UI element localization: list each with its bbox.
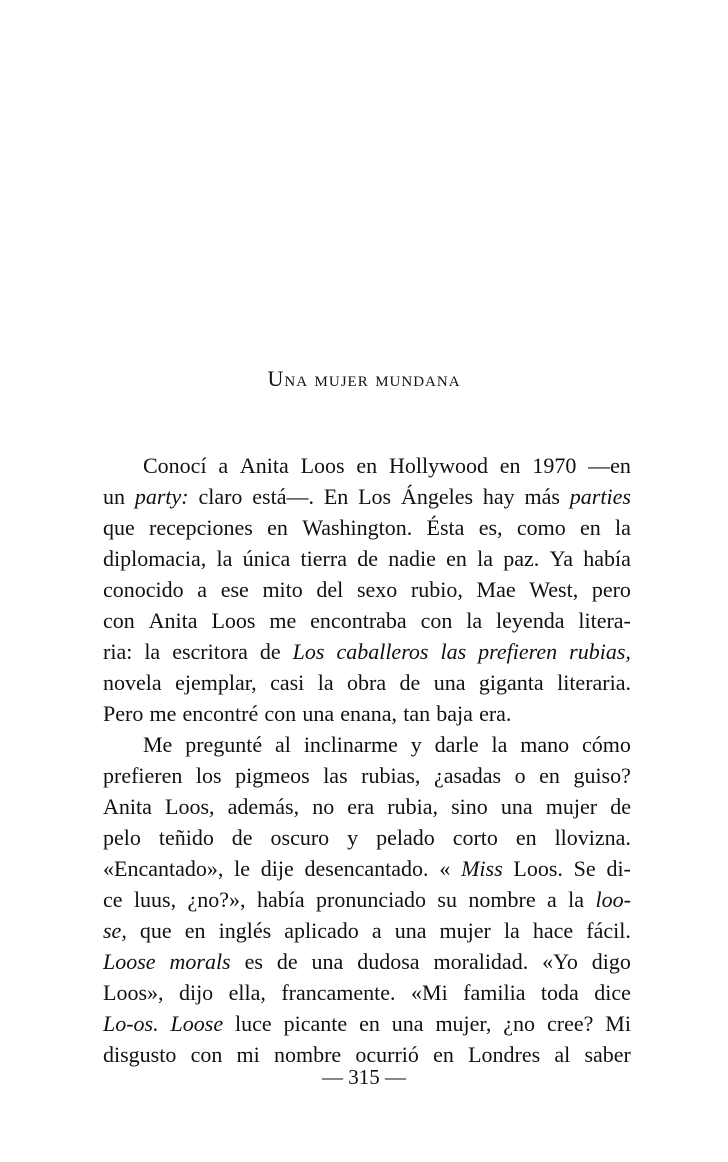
- word: Anita: [103, 794, 152, 819]
- text-line: [103, 729, 631, 760]
- word: la: [491, 732, 508, 757]
- word: casi: [270, 670, 305, 695]
- word: pregunté: [185, 732, 263, 757]
- word: fácil.: [586, 918, 631, 943]
- text-line: [103, 667, 631, 698]
- word: di-: [606, 856, 631, 881]
- word: Mae: [476, 577, 516, 602]
- word: cómo: [582, 732, 631, 757]
- word: ¿no?»,: [187, 887, 246, 912]
- word: dice: [594, 980, 631, 1005]
- word: tan: [403, 701, 431, 726]
- word: morals: [169, 949, 231, 974]
- word: party:: [134, 484, 189, 509]
- word: la: [317, 670, 334, 695]
- word: En: [323, 484, 349, 509]
- word: enana,: [340, 701, 398, 726]
- word: ejemplar,: [175, 670, 257, 695]
- word: Loos,: [165, 794, 215, 819]
- word: novela: [103, 670, 162, 695]
- word: en: [515, 825, 537, 850]
- text-line: [103, 946, 631, 977]
- word: West,: [529, 577, 579, 602]
- word: recepciones: [149, 515, 253, 540]
- word: de: [399, 670, 421, 695]
- word: en: [267, 515, 288, 540]
- word: disgusto: [103, 1042, 177, 1067]
- word: Pero: [103, 701, 144, 726]
- word: dijo: [178, 980, 214, 1005]
- word: Se: [573, 856, 596, 881]
- word: ella,: [228, 980, 266, 1005]
- word: 1970: [532, 453, 577, 478]
- word: ocurrió: [355, 1042, 419, 1067]
- word: francamente.: [281, 980, 396, 1005]
- word: los: [195, 763, 222, 788]
- word: única: [242, 546, 291, 571]
- word: la: [503, 918, 520, 943]
- word: pelo: [103, 825, 141, 850]
- word: saber: [584, 1042, 631, 1067]
- word: claro: [198, 484, 243, 509]
- word: hay: [482, 484, 515, 509]
- word: Anita: [148, 608, 198, 633]
- word: Miss: [461, 856, 503, 881]
- text-line: [103, 760, 631, 791]
- word: un: [103, 484, 125, 509]
- word: «: [439, 856, 451, 881]
- word: inglés: [218, 918, 272, 943]
- word: ¿no: [503, 1011, 536, 1036]
- word: en: [539, 763, 560, 788]
- word: giganta: [478, 670, 544, 695]
- word: digo: [591, 949, 631, 974]
- word: su: [437, 887, 457, 912]
- word: las: [323, 763, 348, 788]
- word: encontré: [182, 701, 259, 726]
- word: Londres: [468, 1042, 541, 1067]
- word: había: [583, 546, 631, 571]
- word: una: [302, 701, 335, 726]
- word: mujer,: [435, 1011, 492, 1036]
- word: mito: [262, 577, 303, 602]
- word: en: [580, 515, 601, 540]
- word: Ésta: [426, 515, 465, 540]
- text-line: [103, 977, 631, 1008]
- word: las: [440, 639, 467, 664]
- word: con: [190, 1042, 223, 1067]
- word: guiso?: [573, 763, 631, 788]
- word: Loose: [170, 1011, 224, 1036]
- word: que: [139, 918, 172, 943]
- word: o: [514, 763, 526, 788]
- word: era.: [479, 701, 512, 726]
- text-line: [103, 481, 631, 512]
- word: desencantado.: [304, 856, 429, 881]
- word: picante: [283, 1011, 348, 1036]
- word: es,: [478, 515, 503, 540]
- word: está—.: [252, 484, 314, 509]
- word: mano: [520, 732, 570, 757]
- word: al: [275, 732, 291, 757]
- text-line: [103, 1008, 631, 1039]
- word: se,: [103, 918, 127, 943]
- word: en: [184, 918, 206, 943]
- word: prefieren: [478, 639, 558, 664]
- word: mujer: [545, 794, 598, 819]
- text-line: [103, 915, 631, 946]
- word: —en: [588, 453, 631, 478]
- word: con: [420, 608, 453, 633]
- word: inclinarme: [303, 732, 398, 757]
- word: moralidad.: [433, 949, 529, 974]
- word: la: [615, 515, 631, 540]
- word: Loos.: [513, 856, 563, 881]
- word: baja: [436, 701, 473, 726]
- word: no: [312, 794, 335, 819]
- word: que: [103, 515, 135, 540]
- word: Conocí: [143, 453, 207, 478]
- word: Los: [358, 484, 392, 509]
- word: caballeros: [336, 639, 429, 664]
- word: la: [466, 608, 483, 633]
- word: rubias,: [361, 763, 421, 788]
- word: en: [433, 1042, 454, 1067]
- text-line: [103, 574, 631, 605]
- word: darle: [434, 732, 479, 757]
- word: de: [259, 639, 281, 664]
- word: aplicado: [284, 918, 359, 943]
- word: loo-: [595, 887, 631, 912]
- word: teñido: [158, 825, 214, 850]
- word: de: [231, 825, 253, 850]
- word: conocido: [103, 577, 184, 602]
- word: de: [276, 949, 298, 974]
- word: Lo-os.: [103, 1011, 159, 1036]
- word: prefieren: [103, 763, 183, 788]
- word: ¿asadas: [433, 763, 502, 788]
- word: Me: [143, 732, 173, 757]
- body-text: [103, 450, 631, 1070]
- text-line: [103, 698, 631, 729]
- text-line: [103, 791, 631, 822]
- word: rubia,: [387, 794, 438, 819]
- text-line: [103, 636, 631, 667]
- word: familia: [463, 980, 526, 1005]
- word: como: [516, 515, 566, 540]
- word: la: [216, 546, 233, 571]
- word: Los: [292, 639, 325, 664]
- word: y: [347, 825, 359, 850]
- word: me: [269, 608, 297, 633]
- word: Loos: [300, 453, 345, 478]
- word: luus,: [133, 887, 177, 912]
- text-line: [103, 822, 631, 853]
- word: ese: [220, 577, 249, 602]
- word: la: [568, 887, 585, 912]
- word: tierra: [300, 546, 347, 571]
- text-line: [103, 512, 631, 543]
- word: encontraba: [310, 608, 407, 633]
- word: nombre: [468, 887, 536, 912]
- word: una: [394, 918, 427, 943]
- word: rubias,: [569, 639, 631, 664]
- word: mi: [236, 1042, 260, 1067]
- word: le: [234, 856, 251, 881]
- word: rubio,: [410, 577, 463, 602]
- word: la: [477, 546, 494, 571]
- word: era: [347, 794, 375, 819]
- word: además,: [227, 794, 300, 819]
- word: leyenda: [496, 608, 565, 633]
- word: Anita: [239, 453, 289, 478]
- word: había: [256, 887, 305, 912]
- word: corto: [452, 825, 498, 850]
- word: es: [244, 949, 263, 974]
- word: con: [103, 608, 135, 633]
- word: una: [500, 794, 533, 819]
- word: dudosa: [357, 949, 420, 974]
- word: en: [359, 1011, 380, 1036]
- word: Washington.: [302, 515, 413, 540]
- text-line: [103, 543, 631, 574]
- word: a: [218, 453, 229, 478]
- word: «Mi: [411, 980, 448, 1005]
- word: Ángeles: [400, 484, 474, 509]
- word: diplomacia,: [103, 546, 207, 571]
- word: paz.: [503, 546, 540, 571]
- word: una: [391, 1011, 424, 1036]
- word: Hollywood: [388, 453, 488, 478]
- word: toda: [540, 980, 579, 1005]
- word: Ya: [549, 546, 574, 571]
- word: dije: [260, 856, 294, 881]
- word: nombre: [273, 1042, 342, 1067]
- word: literaria.: [557, 670, 631, 695]
- word: de: [357, 546, 378, 571]
- word: al: [554, 1042, 571, 1067]
- word: «Encantado»,: [103, 856, 224, 881]
- word: «Yo: [542, 949, 578, 974]
- text-line: [103, 884, 631, 915]
- word: luce: [235, 1011, 272, 1036]
- word: a: [371, 918, 382, 943]
- text-line: [103, 605, 631, 636]
- word: a: [546, 887, 557, 912]
- word: en: [356, 453, 378, 478]
- word: ce: [103, 887, 123, 912]
- word: pronunciado: [316, 887, 426, 912]
- word: pelado: [376, 825, 435, 850]
- word: Loose: [103, 949, 156, 974]
- word: nadie: [388, 546, 436, 571]
- word: ria:: [103, 639, 133, 664]
- page-number: — 315 —: [322, 1065, 406, 1089]
- word: una: [433, 670, 466, 695]
- word: litera-: [578, 608, 631, 633]
- word: con: [264, 701, 297, 726]
- word: en: [499, 453, 521, 478]
- word: llovizna.: [554, 825, 631, 850]
- word: en: [446, 546, 467, 571]
- word: y: [410, 732, 422, 757]
- word: mujer: [439, 918, 491, 943]
- word: sino: [451, 794, 488, 819]
- word: Loos: [211, 608, 256, 633]
- word: escritora: [172, 639, 248, 664]
- word: una: [311, 949, 344, 974]
- chapter-title: Una mujer mundana: [267, 366, 461, 391]
- word: obra: [347, 670, 387, 695]
- word: pigmeos: [235, 763, 310, 788]
- word: parties: [569, 484, 631, 509]
- word: sexo: [356, 577, 398, 602]
- word: a: [197, 577, 208, 602]
- word: oscuro: [270, 825, 330, 850]
- word: cree?: [546, 1011, 594, 1036]
- word: Loos»,: [103, 980, 164, 1005]
- text-line: [103, 450, 631, 481]
- word: hace: [532, 918, 574, 943]
- word: más: [524, 484, 560, 509]
- word: me: [149, 701, 177, 726]
- word: pero: [591, 577, 631, 602]
- word: Mi: [605, 1011, 631, 1036]
- word: del: [316, 577, 344, 602]
- word: de: [610, 794, 631, 819]
- text-line: [103, 853, 631, 884]
- word: la: [144, 639, 161, 664]
